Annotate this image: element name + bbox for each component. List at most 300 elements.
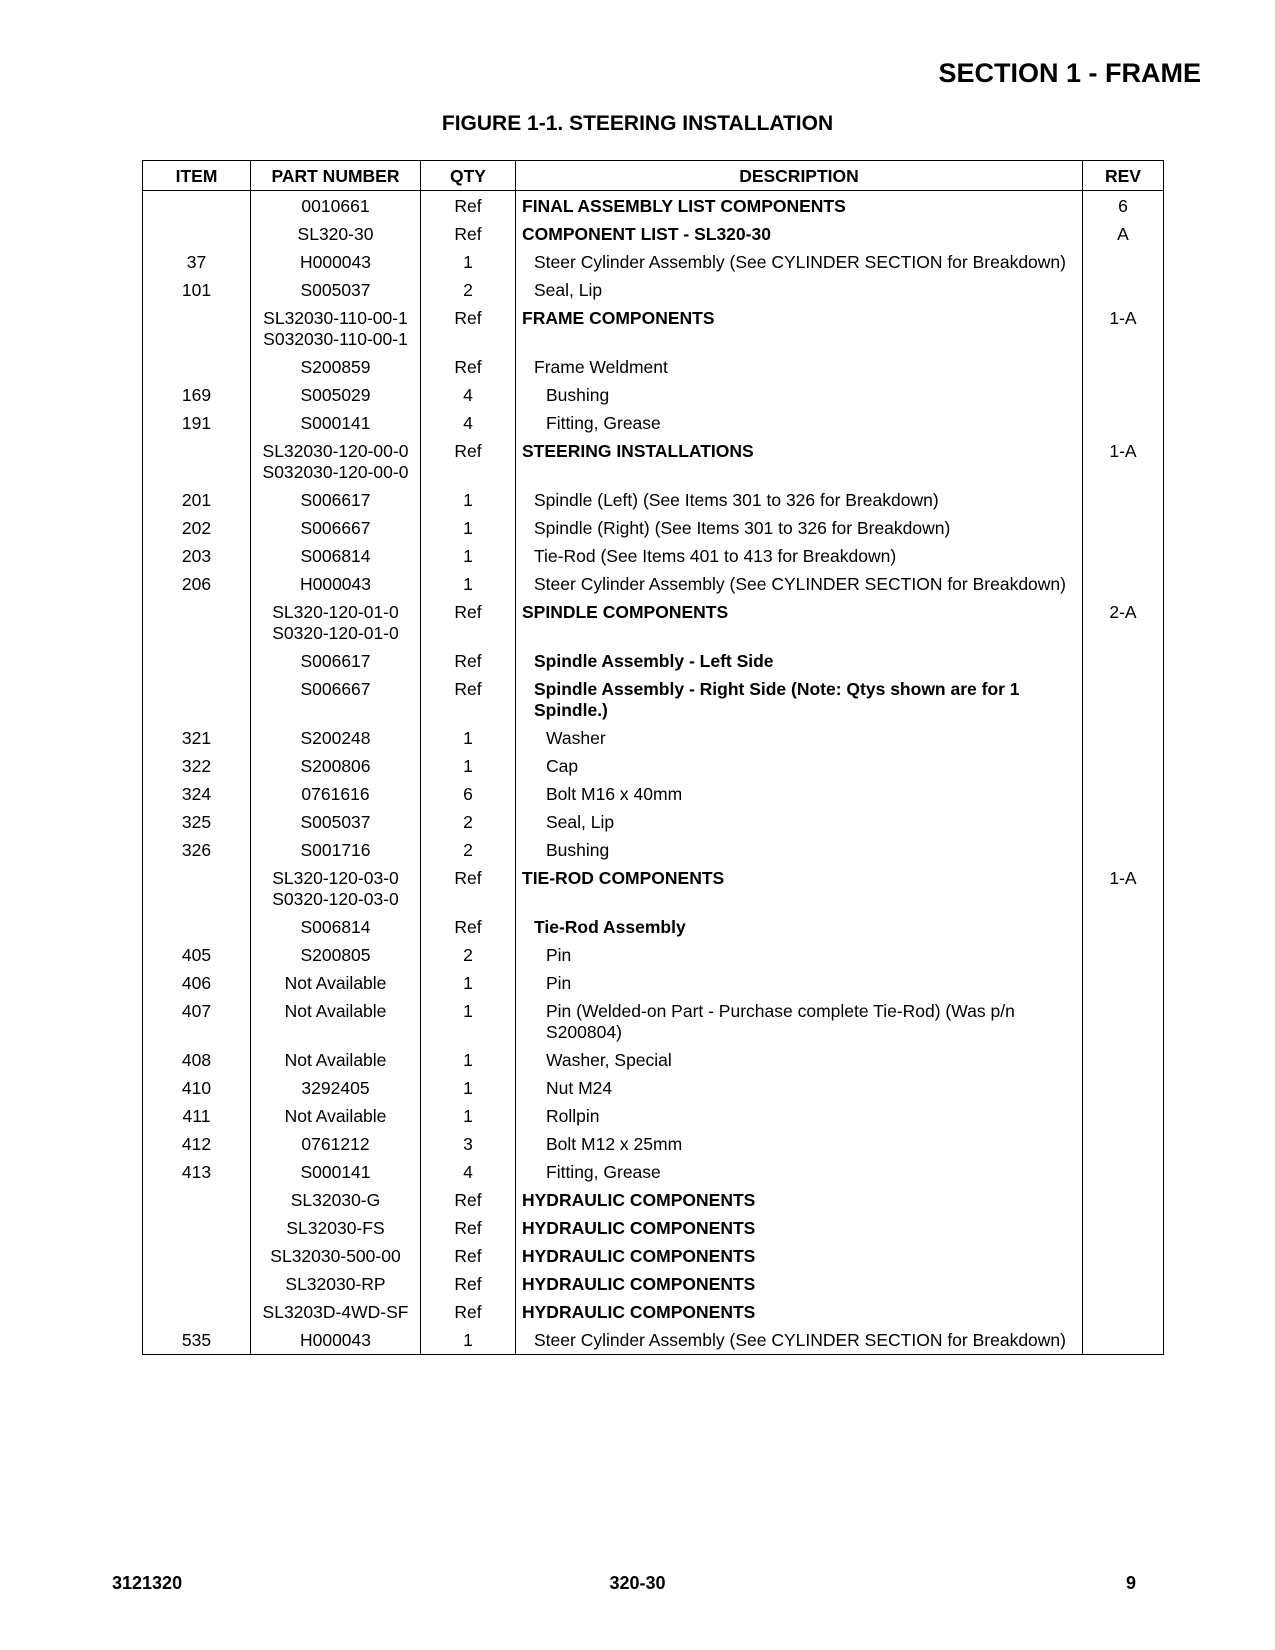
cell-item [143,1272,251,1300]
cell-item [143,306,251,355]
cell-item: 405 [143,943,251,971]
table-row [143,838,1164,866]
table-row [143,649,1164,677]
cell-description [516,1048,1083,1076]
cell-qty: 4 [421,383,516,411]
cell-part-number [251,544,421,572]
cell-rev [1083,411,1164,439]
part-number-line: Not Available [284,973,387,993]
cell-description [516,971,1083,999]
column-header-part-number: PART NUMBER [251,161,421,191]
cell-rev: 1-A [1083,306,1164,355]
cell-part-number [251,726,421,754]
description-text: Pin [546,945,572,965]
cell-item [143,649,251,677]
cell-rev [1083,572,1164,600]
parts-table-body [143,191,1164,1355]
cell-qty: Ref [421,649,516,677]
cell-qty: 1 [421,516,516,544]
cell-description [516,915,1083,943]
cell-part-number [251,572,421,600]
description-text: Tie-Rod Assembly [534,917,686,937]
cell-description [516,1188,1083,1216]
table-row [143,1160,1164,1188]
cell-item: 37 [143,250,251,278]
cell-rev [1083,971,1164,999]
cell-qty: 1 [421,1048,516,1076]
cell-description [516,516,1083,544]
cell-part-number [251,649,421,677]
part-number-line: 0761212 [301,1134,370,1154]
cell-rev [1083,999,1164,1048]
cell-rev [1083,810,1164,838]
cell-rev [1083,1216,1164,1244]
cell-part-number [251,600,421,649]
cell-part-number [251,1076,421,1104]
cell-qty: Ref [421,915,516,943]
part-number-line: S006814 [300,546,371,566]
cell-item [143,1216,251,1244]
part-number-line: S006814 [300,917,371,937]
cell-part-number [251,915,421,943]
cell-qty: 1 [421,488,516,516]
cell-description [516,999,1083,1048]
cell-description [516,1160,1083,1188]
cell-qty: Ref [421,1244,516,1272]
cell-part-number [251,383,421,411]
part-number-line: SL320-120-03-0 [272,868,399,888]
cell-part-number [251,1300,421,1328]
description-text: Steer Cylinder Assembly (See CYLINDER SECTION for Breakdown) [534,1330,1066,1350]
cell-item: 206 [143,572,251,600]
cell-item: 413 [143,1160,251,1188]
cell-qty: 2 [421,810,516,838]
cell-description [516,355,1083,383]
description-text: HYDRAULIC COMPONENTS [522,1190,756,1210]
part-number-line: Not Available [284,1001,387,1021]
cell-part-number [251,1216,421,1244]
cell-description [516,866,1083,915]
cell-qty: 2 [421,943,516,971]
table-row [143,439,1164,488]
cell-rev [1083,488,1164,516]
description-text: HYDRAULIC COMPONENTS [522,1274,756,1294]
cell-item: 406 [143,971,251,999]
cell-qty: Ref [421,1272,516,1300]
part-number-line: 0761616 [301,784,370,804]
description-text: Spindle Assembly - Right Side (Note: Qtys shown are for 1 Spindle.) [534,679,1020,720]
cell-rev: A [1083,222,1164,250]
part-number-line: S200806 [300,756,371,776]
part-number-line: S005037 [300,812,371,832]
cell-rev [1083,838,1164,866]
cell-qty: Ref [421,191,516,223]
description-text: Fitting, Grease [546,413,661,433]
cell-rev [1083,649,1164,677]
cell-qty: 1 [421,250,516,278]
table-row [143,1244,1164,1272]
description-text: SPINDLE COMPONENTS [522,602,729,622]
table-row [143,726,1164,754]
column-header-item: ITEM [143,161,251,191]
part-number-line: S200859 [300,357,371,377]
part-number-line: Not Available [284,1050,387,1070]
cell-rev [1083,677,1164,726]
table-row [143,383,1164,411]
cell-item: 101 [143,278,251,306]
cell-rev [1083,726,1164,754]
cell-rev [1083,278,1164,306]
cell-rev [1083,1160,1164,1188]
cell-qty: 4 [421,1160,516,1188]
description-text: HYDRAULIC COMPONENTS [522,1218,756,1238]
cell-description [516,278,1083,306]
column-header-description: DESCRIPTION [516,161,1083,191]
cell-item [143,1244,251,1272]
cell-description [516,1300,1083,1328]
description-text: Seal, Lip [534,280,603,300]
description-text: Pin [546,973,572,993]
description-text: Pin (Welded-on Part - Purchase complete Tie-Rod) (Was p/n S200804) [546,1001,1015,1042]
section-title: SECTION 1 - FRAME [938,58,1201,88]
parts-table [142,160,1164,1355]
cell-part-number [251,971,421,999]
cell-rev [1083,915,1164,943]
part-number-line: H000043 [299,574,372,594]
cell-part-number [251,355,421,383]
description-text: Steer Cylinder Assembly (See CYLINDER SECTION for Breakdown) [534,252,1066,272]
part-number-line: SL32030-RP [285,1274,386,1294]
description-text: COMPONENT LIST - SL320-30 [522,224,771,244]
description-text: Steer Cylinder Assembly (See CYLINDER SECTION for Breakdown) [534,574,1066,594]
cell-part-number [251,782,421,810]
cell-item [143,600,251,649]
table-row [143,1188,1164,1216]
cell-qty: 2 [421,278,516,306]
cell-description [516,439,1083,488]
description-text: Spindle (Left) (See Items 301 to 326 for Breakdown) [534,490,939,510]
cell-qty: 4 [421,411,516,439]
cell-description [516,1104,1083,1132]
part-number-line: S006667 [300,518,371,538]
cell-part-number [251,306,421,355]
column-header-qty: QTY [421,161,516,191]
description-text: Spindle (Right) (See Items 301 to 326 for Breakdown) [534,518,951,538]
cell-item [143,915,251,943]
cell-rev [1083,1244,1164,1272]
part-number-line: H000043 [299,252,372,272]
cell-part-number [251,250,421,278]
cell-item: 191 [143,411,251,439]
table-row [143,222,1164,250]
part-number-line: SL3203D-4WD-SF [262,1302,409,1322]
description-text: HYDRAULIC COMPONENTS [522,1302,756,1322]
part-number-line: SL32030-G [290,1190,381,1210]
table-row [143,411,1164,439]
cell-part-number [251,943,421,971]
cell-description [516,572,1083,600]
table-row [143,971,1164,999]
description-text: Frame Weldment [534,357,668,377]
table-row [143,516,1164,544]
cell-description [516,1272,1083,1300]
cell-part-number [251,810,421,838]
part-number-line: S200248 [300,728,371,748]
cell-rev [1083,1272,1164,1300]
cell-part-number [251,999,421,1048]
cell-rev [1083,355,1164,383]
cell-rev [1083,1076,1164,1104]
cell-description [516,1076,1083,1104]
part-number-line: S032030-120-00-0 [262,462,409,482]
cell-item: 411 [143,1104,251,1132]
description-text: Bolt M12 x 25mm [546,1134,683,1154]
cell-item: 202 [143,516,251,544]
cell-description [516,838,1083,866]
part-number-line: H000043 [299,1330,372,1350]
cell-item [143,222,251,250]
table-row [143,250,1164,278]
cell-description [516,1132,1083,1160]
cell-qty: Ref [421,355,516,383]
table-row [143,1132,1164,1160]
cell-rev [1083,383,1164,411]
cell-description [516,726,1083,754]
cell-qty: 1 [421,544,516,572]
part-number-line: SL32030-500-00 [270,1246,401,1266]
cell-qty: Ref [421,306,516,355]
cell-qty: 2 [421,838,516,866]
cell-description [516,411,1083,439]
cell-rev [1083,943,1164,971]
table-row [143,1048,1164,1076]
cell-qty: 1 [421,572,516,600]
description-text: Bolt M16 x 40mm [546,784,683,804]
cell-item: 324 [143,782,251,810]
description-text: Rollpin [546,1106,600,1126]
cell-rev: 2-A [1083,600,1164,649]
table-row [143,943,1164,971]
table-row [143,1076,1164,1104]
cell-item [143,355,251,383]
cell-part-number [251,754,421,782]
description-text: Fitting, Grease [546,1162,661,1182]
table-row [143,572,1164,600]
table-row [143,1300,1164,1328]
table-row [143,1272,1164,1300]
cell-description [516,544,1083,572]
table-row [143,355,1164,383]
part-number-line: S005037 [300,280,371,300]
footer-page-number: 9 [1125,1573,1136,1593]
cell-qty: 1 [421,1076,516,1104]
cell-item [143,866,251,915]
cell-qty: Ref [421,1188,516,1216]
cell-description [516,488,1083,516]
cell-item: 407 [143,999,251,1048]
cell-part-number [251,866,421,915]
footer-doc-number: 3121320 [112,1573,183,1593]
description-text: Seal, Lip [546,812,615,832]
cell-rev: 1-A [1083,866,1164,915]
description-text: TIE-ROD COMPONENTS [522,868,725,888]
cell-description [516,754,1083,782]
cell-description [516,677,1083,726]
cell-part-number [251,1244,421,1272]
cell-qty: 1 [421,1328,516,1355]
cell-rev [1083,1104,1164,1132]
part-number-line: Not Available [284,1106,387,1126]
cell-part-number [251,191,421,223]
description-text: HYDRAULIC COMPONENTS [522,1246,756,1266]
table-row [143,1328,1164,1355]
cell-part-number [251,488,421,516]
cell-description [516,649,1083,677]
cell-qty: 1 [421,971,516,999]
cell-item: 203 [143,544,251,572]
cell-part-number [251,838,421,866]
cell-rev: 6 [1083,191,1164,223]
cell-rev [1083,1300,1164,1328]
cell-part-number [251,222,421,250]
table-row [143,278,1164,306]
description-text: Washer [546,728,606,748]
table-row [143,915,1164,943]
cell-item: 410 [143,1076,251,1104]
cell-description [516,943,1083,971]
cell-rev [1083,754,1164,782]
description-text: Nut M24 [546,1078,613,1098]
cell-item: 321 [143,726,251,754]
part-number-line: S006617 [300,490,371,510]
cell-description [516,600,1083,649]
cell-qty: 1 [421,754,516,782]
cell-qty: 1 [421,726,516,754]
cell-part-number [251,439,421,488]
cell-qty: Ref [421,1300,516,1328]
cell-part-number [251,1272,421,1300]
cell-qty: Ref [421,222,516,250]
cell-qty: Ref [421,1216,516,1244]
part-number-line: S000141 [300,413,371,433]
description-text: Cap [546,756,579,776]
cell-item [143,439,251,488]
cell-part-number [251,1188,421,1216]
cell-part-number [251,278,421,306]
cell-qty: 1 [421,1104,516,1132]
table-row [143,810,1164,838]
description-text: Spindle Assembly - Left Side [534,651,774,671]
cell-qty: 6 [421,782,516,810]
cell-rev [1083,544,1164,572]
cell-description [516,383,1083,411]
cell-qty: 3 [421,1132,516,1160]
part-number-line: 3292405 [301,1078,370,1098]
figure-title: FIGURE 1-1. STEERING INSTALLATION [441,112,834,135]
cell-rev: 1-A [1083,439,1164,488]
part-number-line: 0010661 [301,196,370,216]
table-row [143,866,1164,915]
table-row [143,677,1164,726]
cell-item: 201 [143,488,251,516]
table-row [143,1104,1164,1132]
cell-part-number [251,516,421,544]
part-number-line: S001716 [300,840,371,860]
cell-rev [1083,1132,1164,1160]
table-row [143,754,1164,782]
cell-qty: Ref [421,439,516,488]
cell-description [516,782,1083,810]
table-row [143,488,1164,516]
cell-description [516,306,1083,355]
cell-rev [1083,1048,1164,1076]
description-text: STEERING INSTALLATIONS [522,441,754,461]
description-text: FINAL ASSEMBLY LIST COMPONENTS [522,196,846,216]
cell-description [516,250,1083,278]
cell-item: 169 [143,383,251,411]
part-number-line: S005029 [300,385,371,405]
cell-item: 412 [143,1132,251,1160]
part-number-line: SL320-30 [297,224,374,244]
part-number-line: S0320-120-03-0 [272,889,399,909]
description-text: Bushing [546,840,610,860]
table-row [143,782,1164,810]
cell-qty: Ref [421,677,516,726]
cell-rev [1083,250,1164,278]
table-row [143,544,1164,572]
table-row [143,600,1164,649]
cell-description [516,1216,1083,1244]
part-number-line: SL32030-FS [286,1218,385,1238]
part-number-line: SL32030-110-00-1 [263,308,408,328]
cell-part-number [251,411,421,439]
description-text: Washer, Special [546,1050,672,1070]
table-row [143,306,1164,355]
cell-item: 535 [143,1328,251,1355]
cell-part-number [251,1160,421,1188]
description-text: FRAME COMPONENTS [522,308,715,328]
cell-item: 325 [143,810,251,838]
table-row [143,191,1164,223]
cell-item: 408 [143,1048,251,1076]
cell-rev [1083,1328,1164,1355]
footer-model: 320-30 [609,1573,666,1593]
part-number-line: S200805 [300,945,371,965]
cell-item [143,1300,251,1328]
cell-description [516,810,1083,838]
cell-item [143,677,251,726]
cell-rev [1083,516,1164,544]
description-text: Tie-Rod (See Items 401 to 413 for Breakdown) [534,546,897,566]
cell-description [516,222,1083,250]
part-number-line: SL32030-120-00-0 [262,441,409,461]
cell-qty: Ref [421,866,516,915]
table-row [143,1216,1164,1244]
cell-description [516,1244,1083,1272]
part-number-line: SL320-120-01-0 [272,602,399,622]
cell-part-number [251,1132,421,1160]
table-header-row [143,161,1164,191]
cell-item: 326 [143,838,251,866]
cell-part-number [251,1048,421,1076]
cell-qty: 1 [421,999,516,1048]
cell-part-number [251,677,421,726]
part-number-line: S000141 [300,1162,371,1182]
part-number-line: S006617 [300,651,371,671]
column-header-rev: REV [1083,161,1164,191]
table-row [143,999,1164,1048]
cell-description [516,191,1083,223]
